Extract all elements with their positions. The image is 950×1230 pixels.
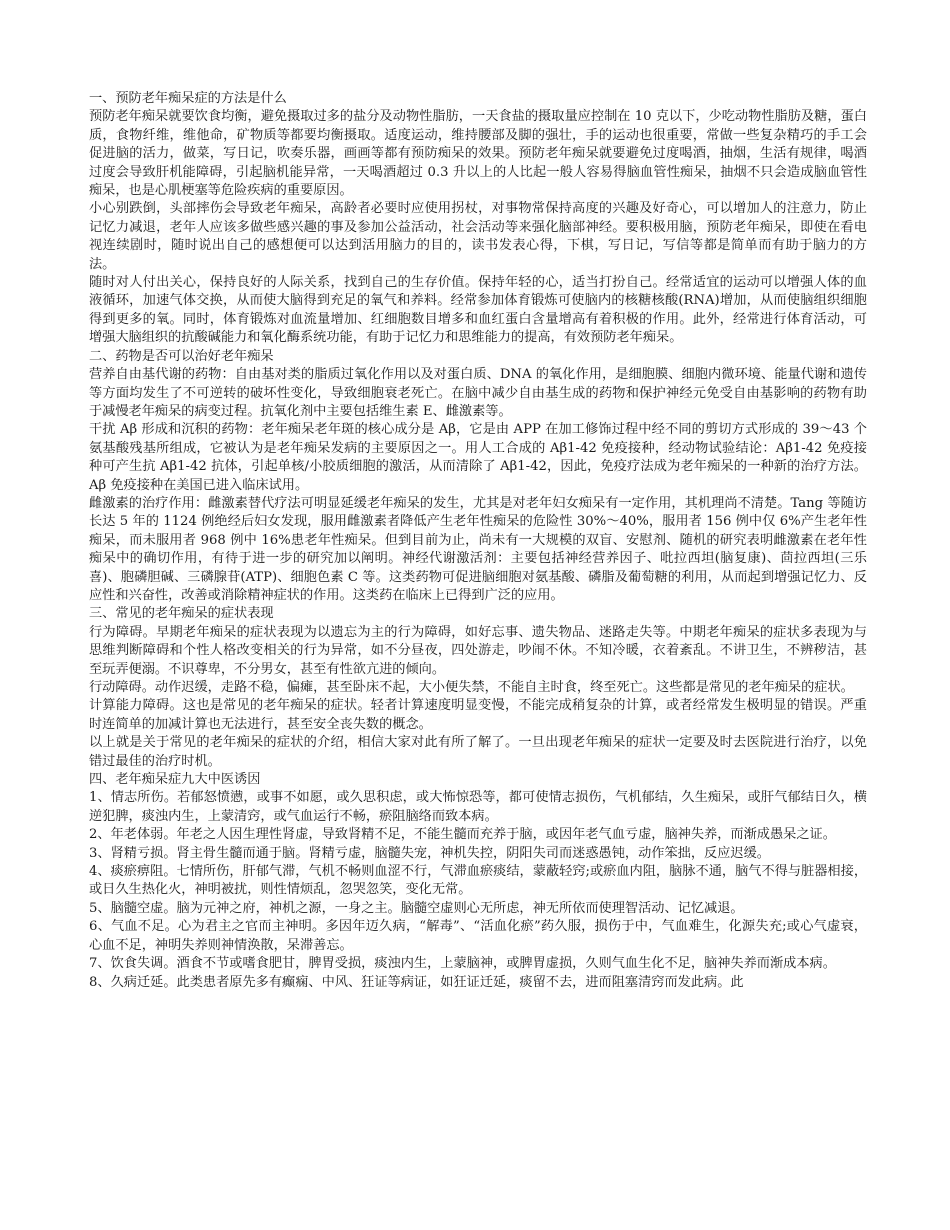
paragraph: 6、气血不足。心为君主之官而主神明。多因年迈久病，“解毒”、“活血化瘀”药久服，损伤于中，气血难生，化源失充;或心气虚衰，心血不足，神明失养则神情涣散，呆滞善忘。: [89, 919, 867, 953]
paragraph: 预防老年痴呆就要饮食均衡，避免摄取过多的盐分及动物性脂肪，一天食盐的摄取量应控制在 10 克以下，少吃动物性脂肪及糖，蛋白质，食物纤维，维他命，矿物质等都要均衡摄取。适度运动，维持腰部及脚的强壮，手的运动也很重要，常做一些复杂精巧的手工会促进脑的活力，做菜，写日记，吹奏乐器，画画等都有预防痴呆的效果。预防老年痴呆就要避免过度喝酒，抽烟，生活有规律，喝酒过度会导致肝机能障碍，引起脑机能异常，一天喝酒超过 0.3 升以上的人比起一般人容易得脑血管性痴呆，抽烟不只会造成脑血管性痴呆，也是心肌梗塞等危险疾病的重要原因。: [89, 109, 867, 199]
paragraph: 4、痰瘀痹阻。七情所伤，肝郁气滞，气机不畅则血涩不行，气滞血瘀痰结，蒙蔽轻窍;或瘀血内阻，脑脉不通，脑气不得与脏器相接，或日久生热化火，神明被扰，则性情烦乱，忽哭忽笑，变化无常。: [89, 864, 867, 898]
paragraph: 7、饮食失调。酒食不节或嗜食肥甘，脾胃受损，痰浊内生，上蒙脑神，或脾胃虚损，久则气血生化不足，脑神失养而渐成本病。: [89, 956, 836, 972]
paragraph: 8、久病迁延。此类患者原先多有癫痫、中风、狂证等病证，如狂证迁延，痰留不去，进而阻塞清窍而发此病。此: [89, 974, 744, 990]
paragraph: 随时对人付出关心，保持良好的人际关系，找到自己的生存价值。保持年轻的心，适当打扮自己。经常适宜的运动可以增强人体的血液循环，加速气体交换，从而使大脑得到充足的氧气和养料。经常参加体育锻炼可使脑内的核糖核酸(RNA)增加，从而使脑组织细胞得到更多的氧。同时，体育锻炼对血流量增加、红细胞数目增多和血红蛋白含量增高有着积极的作用。此外，经常进行体育活动，可增强大脑组织的抗酸碱能力和氧化酶系统功能，有助于记忆力和思维能力的提高，有效预防老年痴呆。: [89, 275, 867, 346]
paragraph: 2、年老体弱。年老之人因生理性肾虚，导致肾精不足，不能生髓而充养于脑，或因年老气血亏虚，脑神失养，而渐成愚呆之证。: [89, 827, 836, 843]
paragraph: 营养自由基代谢的药物：自由基对类的脂质过氧化作用以及对蛋白质、DNA 的氧化作用，是细胞膜、细胞内微环境、能量代谢和遗传等方面均发生了不可逆转的破坏性变化，导致细胞衰老死亡。在脑中减少自由基生成的药物和保护神经元免受自由基影响的药物有助于减慢老年痴呆的病变过程。抗氧化剂中主要包括维生素 E、雌激素等。: [89, 367, 867, 419]
paragraph: 小心别跌倒，头部摔伤会导致老年痴呆，高龄者必要时应使用拐杖，对事物常保持高度的兴趣及好奇心，可以增加人的注意力，防止记忆力减退，老年人应该多做些感兴趣的事及参加公益活动，社会活动等来强化脑部神经。要积极用脑，预防老年痴呆，即使在看电视连续剧时，随时说出自己的感想便可以达到活用脑力的目的，读书发表心得，下棋，写日记，写信等都是简单而有助于脑力的方法。: [89, 201, 867, 272]
paragraph: 5、脑髓空虚。脑为元神之府，神机之源，一身之主。脑髓空虚则心无所虑，神无所依而使理智活动、记忆减退。: [89, 900, 744, 916]
paragraph: 行动障碍。动作迟缓，走路不稳，偏瘫，甚至卧床不起，大小便失禁，不能自主时食，终至死亡。这些都是常见的老年痴呆的症状。: [89, 680, 854, 695]
article-body: [89, 90, 867, 992]
section-heading: 四、老年痴呆症九大中医诱因: [89, 772, 261, 788]
paragraph: 1、情志所伤。若郁怒愤懑，或事不如愿，或久思积虑，或大怖惊恐等，都可使情志损伤，气机郁结，久生痴呆，或肝气郁结日久，横逆犯脾，痰浊内生，上蒙清窍，或气血运行不畅，瘀阻脑络而致本病。: [89, 790, 867, 824]
section-heading: 三、常见的老年痴呆的症状表现: [89, 606, 274, 622]
paragraph: 3、肾精亏损。肾主骨生髓而通于脑。肾精亏虚，脑髓失宠，神机失控，阴阳失司而迷惑愚钝，动作笨拙，反应迟缓。: [89, 845, 770, 861]
paragraph: 行为障碍。早期老年痴呆的症状表现为以遗忘为主的行为障碍，如好忘事、遗失物品、迷路走失等。中期老年痴呆的症状多表现为与思维判断障碍和个性人格改变相关的行为异常，如不分昼夜，四处游走，吵闹不休。不知冷暖，衣着紊乱。不讲卫生，不辨秽洁，甚至玩弄便溺。不识尊卑，不分男女，甚至有性欲亢进的倾向。: [89, 624, 867, 677]
paragraph: 计算能力障碍。这也是常见的老年痴呆的症状。轻者计算速度明显变慢，不能完成稍复杂的计算，或者经常发生极明显的错误。严重时连简单的加减计算也无法进行，甚至安全丧失数的概念。: [89, 698, 867, 732]
paragraph: 以上就是关于常见的老年痴呆的症状的介绍，相信大家对此有所了解了。一旦出现老年痴呆的症状一定要及时去医院进行治疗，以免错过最佳的治疗时机。: [89, 735, 867, 769]
section-heading: 二、药物是否可以治好老年痴呆: [89, 348, 274, 364]
paragraph: 干扰 Aβ 形成和沉积的药物：老年痴呆老年斑的核心成分是 Aβ，它是由 APP 在加工修饰过程中经不同的剪切方式形成的 39～43 个氨基酸残基所组成，它被认为是老年痴呆发病的主要原因之一。用人工合成的 Aβ1-42 免疫接种，经动物试验结论：Aβ1-42 免疫接种可产生抗 Aβ1-42 抗体，引起单核/小胶质细胞的激活，从而清除了 Aβ1-42，因此，免疫疗法成为老年痴呆的一种新的治疗方法。Aβ 免疫接种在美国已进入临床试用。: [89, 422, 867, 493]
section-heading: 一、预防老年痴呆症的方法是什么: [89, 91, 287, 106]
paragraph: 雌激素的治疗作用：雌激素替代疗法可明显延缓老年痴呆的发生，尤其是对老年妇女痴呆有一定作用，其机理尚不清楚。Tang 等随访长达 5 年的 1124 例绝经后妇女发现，服用雌激素者降低产生老年性痴呆的危险性 30%～40%，服用者 156 例中仅 6%产生老年性痴呆，而未服用者 968 例中 16%患老年性痴呆。但到目前为止，尚未有一大规模的双盲、安慰剂、随机的研究表明雌激素在老年性痴呆中的确切作用，有待于进一步的研究加以阐明。神经代谢激活剂：主要包括神经营养因子、吡拉西坦(脑复康)、茴拉西坦(三乐喜)、胞磷胆碱、三磷腺苷(ATP)、细胞色素 C 等。这类药物可促进脑细胞对氨基酸、磷脂及葡萄糖的利用，从而起到增强记忆力、反应性和兴奋性，改善或消除精神症状的作用。这类药在临床上已得到广泛的应用。: [89, 495, 867, 603]
